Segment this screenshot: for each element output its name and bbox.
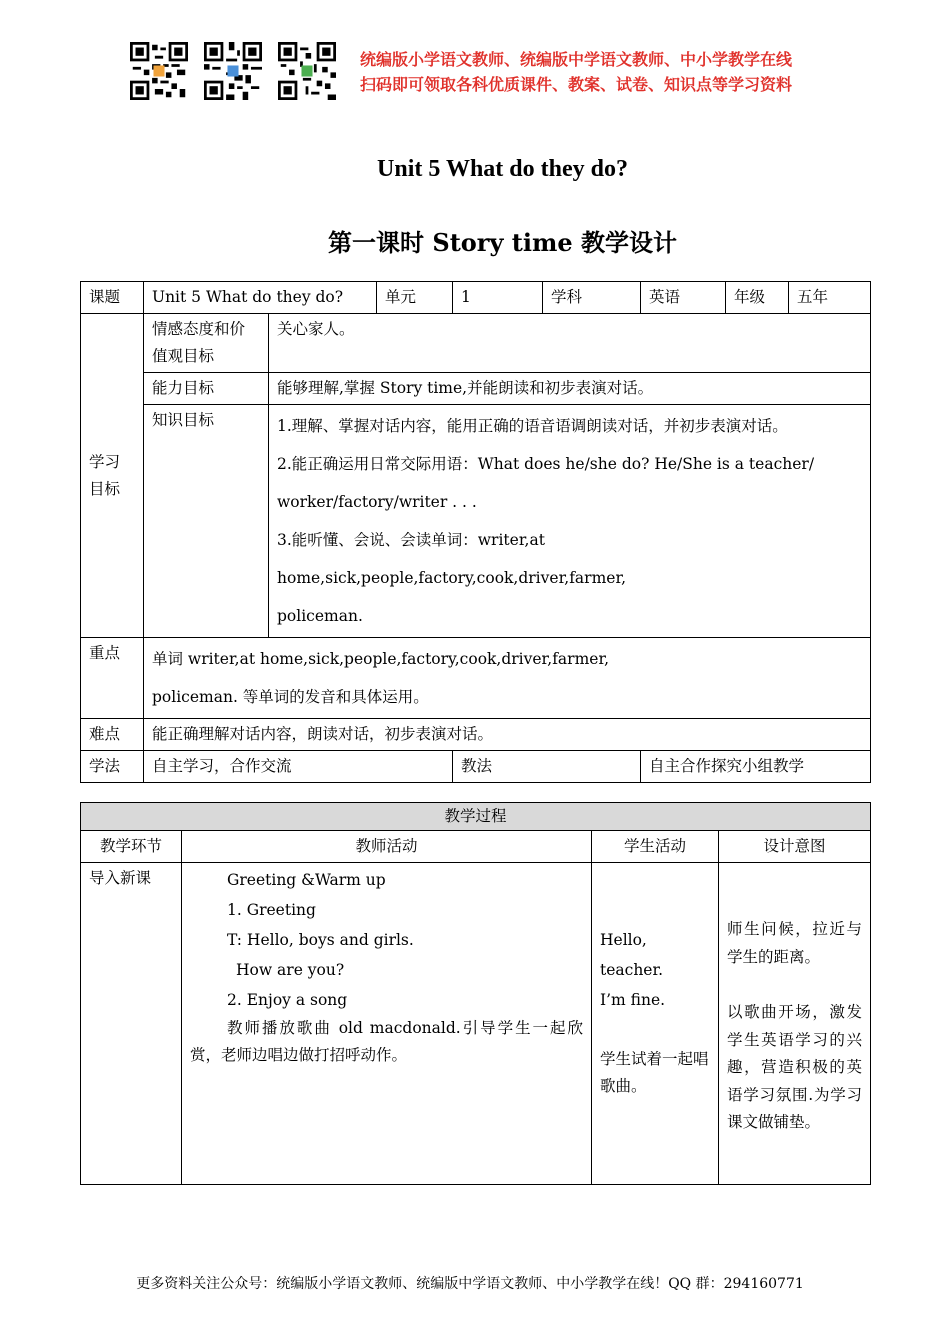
qr-code-3: [278, 42, 336, 100]
column-header: 学生活动: [592, 831, 719, 863]
page-footer: 更多资料关注公众号：统编版小学语文教师、统编版中学语文教师、中小学教学在线！QQ 群：294160771: [136, 1276, 804, 1292]
knowledge-line: 2.能正确运用日常交际用语：What does he/she do? He/She is a teacher/: [277, 455, 815, 473]
key-line: policeman. 等单词的发音和具体运用。: [152, 688, 429, 706]
study-method-text: 自主学习，合作交流: [144, 751, 453, 783]
goals-label-line-2: 目标: [89, 479, 121, 498]
unit-value: 1: [453, 282, 543, 314]
difficulty-label: 难点: [81, 719, 144, 751]
stage-label: 导入新课: [81, 863, 182, 1185]
teacher-line: How are you?: [236, 961, 345, 979]
study-method-label: 学法: [81, 751, 144, 783]
column-header: 教师活动: [182, 831, 592, 863]
lesson-info-table: [80, 281, 871, 783]
page-subtitle: 第一课时 Story time 教学设计: [328, 228, 677, 257]
knowledge-goal-label: 知识目标: [144, 405, 269, 638]
subject-label: 学科: [543, 282, 641, 314]
ability-goal-text: 能够理解,掌握 Story time,并能朗读和初步表演对话。: [269, 373, 871, 405]
teacher-line: 教师播放歌曲 old macdonald.引导学生一起欣赏，老师边唱边做打招呼动作。: [190, 1019, 583, 1064]
knowledge-goal-text: [269, 405, 871, 638]
key-line: 单词 writer,at home,sick,people,factory,cook,driver,farmer,: [152, 650, 610, 668]
page-title: Unit 5 What do they do?: [377, 156, 628, 182]
unit-label: 单元: [377, 282, 453, 314]
emotion-goal-label: 情感态度和价值观目标: [144, 314, 269, 373]
student-line: Hello, teacher.: [600, 931, 664, 979]
teacher-line: T: Hello, boys and girls.: [227, 931, 414, 949]
knowledge-line: home,sick,people,factory,cook,driver,farmer,: [277, 569, 627, 587]
promo-banner: [360, 47, 792, 97]
grade-value: 五年: [789, 282, 871, 314]
column-header: 教学环节: [81, 831, 182, 863]
emotion-goal-text: 关心家人。: [269, 314, 871, 373]
key-points-label: 重点: [81, 638, 144, 719]
banner-line-2: 扫码即可领取各科优质课件、教案、试卷、知识点等学习资料: [360, 75, 793, 94]
design-intent: [719, 863, 871, 1185]
qr-code-1: [130, 42, 188, 100]
qr-code-2: [204, 42, 262, 100]
subject-value: 英语: [641, 282, 726, 314]
goals-label: [81, 314, 144, 638]
teach-method-text: 自主合作探究小组教学: [641, 751, 871, 783]
knowledge-line: policeman.: [277, 607, 363, 625]
goals-label-line-1: 学习: [89, 452, 121, 471]
teach-method-label: 教法: [453, 751, 641, 783]
difficulty-text: 能正确理解对话内容，朗读对话，初步表演对话。: [144, 719, 871, 751]
knowledge-line: 1.理解、掌握对话内容，能用正确的语音语调朗读对话，并初步表演对话。: [277, 417, 788, 435]
key-points-text: [144, 638, 871, 719]
knowledge-line: worker/factory/writer . . .: [277, 493, 477, 511]
column-header: 设计意图: [719, 831, 871, 863]
knowledge-line: 3.能听懂、会说、会读单词：writer,at: [277, 531, 545, 549]
grade-label: 年级: [726, 282, 789, 314]
intent-line: 师生问候，拉近与学生的距离。: [727, 920, 863, 966]
process-header: 教学过程: [81, 803, 871, 831]
student-line: I’m fine.: [600, 991, 666, 1009]
student-line: 学生试着一起唱歌曲。: [600, 1050, 709, 1095]
teacher-line: 1. Greeting: [227, 901, 316, 919]
teacher-activity: [182, 863, 592, 1185]
topic-value: Unit 5 What do they do?: [144, 282, 377, 314]
ability-goal-label: 能力目标: [144, 373, 269, 405]
banner-line-1: 统编版小学语文教师、统编版中学语文教师、中小学教学在线: [360, 50, 793, 69]
process-table: [80, 802, 871, 1185]
student-activity: [592, 863, 719, 1185]
intent-line: 以歌曲开场，激发学生英语学习的兴趣，营造积极的英语学习氛围.为学习课文做铺垫。: [727, 1003, 863, 1131]
topic-label: 课题: [81, 282, 144, 314]
teacher-line: Greeting &Warm up: [227, 871, 386, 889]
teacher-line: 2. Enjoy a song: [227, 991, 348, 1009]
